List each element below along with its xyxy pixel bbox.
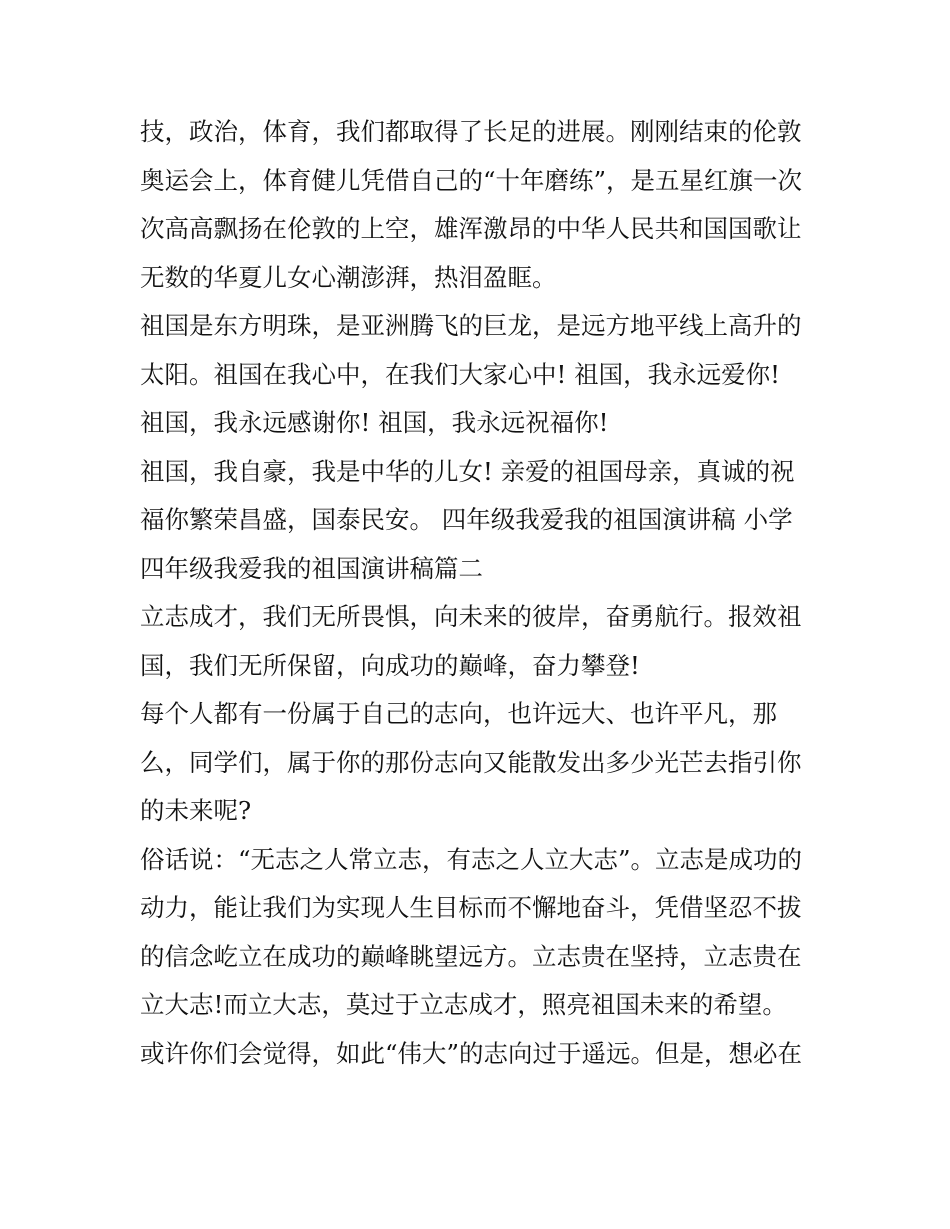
text-line: 祖国，我永远感谢你! 祖国，我永远祝福你! — [140, 408, 609, 437]
text-line: 祖国是东方明珠，是亚洲腾飞的巨龙，是远方地平线上高升的 — [140, 311, 802, 340]
text-line: 无数的华夏儿女心潮澎湃，热泪盈眶。 — [140, 262, 557, 292]
text-line: 每个人都有一份属于自己的志向，也许远大、也许平凡，那 — [140, 699, 777, 728]
text-line: 祖国，我自豪，我是中华的儿女! 亲爱的祖国母亲，真诚的祝 — [140, 456, 795, 486]
text-line: 国，我们无所保留，向成功的巅峰，奋力攀登! — [140, 650, 640, 680]
text-line: 奥运会上，体育健儿凭借自己的“十年磨练”，是五星红旗一次 — [140, 165, 803, 195]
text-line: 立志成才，我们无所畏惧，向未来的彼岸，奋勇航行。报效祖 — [140, 602, 802, 631]
text-line: 立大志!而立大志，莫过于立志成才，照亮祖国未来的希望。 — [140, 990, 787, 1019]
text-line: 的未来呢? — [140, 796, 252, 825]
text-line: 太阳。祖国在我心中，在我们大家心中! 祖国，我永远爱你! — [140, 359, 780, 389]
text-line: 技，政治，体育，我们都取得了长足的进展。刚刚结束的伦敦 — [140, 117, 802, 146]
text-line: 或许你们会觉得，如此“伟大”的志向过于遥远。但是，想必在 — [140, 1038, 803, 1068]
text-line: 么，同学们，属于你的那份志向又能散发出多少光芒去指引你 — [140, 747, 802, 777]
text-line: 次高高飘扬在伦敦的上空，雄浑激昂的中华人民共和国国歌让 — [140, 214, 802, 243]
text-line: 的信念屹立在成功的巅峰眺望远方。立志贵在坚持，立志贵在 — [140, 941, 802, 971]
text-line: 四年级我爱我的祖国演讲稿篇二 — [140, 553, 483, 583]
document-body — [140, 108, 820, 1078]
text-line: 福你繁荣昌盛，国泰民安。 四年级我爱我的祖国演讲稿 小学 — [140, 505, 793, 534]
text-line: 动力，能让我们为实现人生目标而不懈地奋斗，凭借坚忍不拔 — [140, 893, 802, 922]
text-line: 俗话说：“无志之人常立志，有志之人立大志”。立志是成功的 — [140, 844, 803, 874]
